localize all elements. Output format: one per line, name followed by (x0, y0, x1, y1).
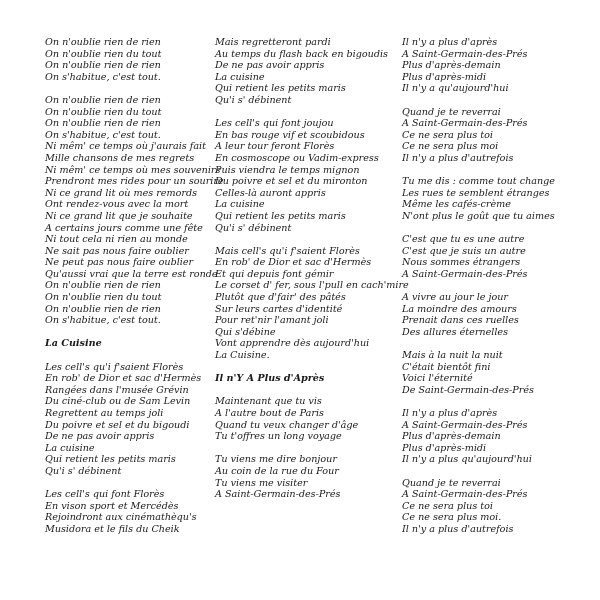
lyric-line: Il n'y a plus d'autrefois (402, 523, 514, 535)
lyric-line: Ni ce grand lit où mes remords (45, 187, 198, 199)
lyric-line: En cosmoscope ou Vadim-express (215, 152, 379, 164)
song-title: La Cuisine (45, 338, 102, 350)
stanza (402, 234, 555, 280)
lyric-line: On n'oublie rien de rien (45, 60, 161, 72)
lyric-line: La cuisine (215, 199, 265, 211)
lyric-line: La moindre des amours (402, 303, 517, 315)
lyric-line: En vison sport et Mercédès (45, 500, 179, 512)
lyric-line: N'ont plus le goût que tu aimes (402, 210, 555, 222)
lyric-line: Au coin de la rue du Four (215, 465, 339, 477)
lyric-line: A Saint-Germain-des-Prés (215, 489, 341, 501)
lyric-line: La Cuisine. (215, 350, 270, 362)
lyric-line: Ni tout cela ni rien au monde (45, 234, 188, 246)
lyric-line: Rejoindront aux cinémathèqu's (45, 512, 197, 524)
lyric-line: Regrettent au temps joli (45, 408, 164, 419)
lyric-line: Il n'y a plus d'après (402, 408, 498, 419)
stanza (45, 37, 224, 83)
lyrics-column-2 (215, 37, 409, 512)
lyric-line: Il n'y a plus d'après (402, 37, 498, 48)
lyric-line: On n'oublie rien du tout (45, 292, 162, 304)
lyric-line: Du ciné-club ou de Sam Levin (45, 396, 191, 408)
lyric-line: C'est que je suis un autre (402, 245, 526, 257)
lyric-line: Nous sommes étrangers (402, 257, 521, 269)
lyric-line: Qu'i s' débinent (45, 465, 122, 477)
lyric-line: A l'autre bout de Paris (215, 408, 324, 419)
stanza (45, 362, 224, 478)
lyric-line: A certains jours comme une fête (45, 222, 203, 234)
lyric-line: On s'habitue, c'est tout. (45, 129, 161, 141)
lyric-line: Tu viens me dire bonjour (215, 454, 337, 466)
lyric-line: Ce ne sera plus toi (402, 129, 493, 141)
lyric-line: Qui retient les petits maris (45, 454, 176, 466)
lyric-line: De ne pas avoir appris (215, 60, 325, 72)
lyric-line: Du poivre et sel et du mironton (215, 176, 368, 188)
lyric-line: On n'oublie rien de rien (45, 280, 161, 292)
lyric-line: C'est que tu es une autre (402, 234, 525, 246)
lyric-line: Au temps du flash back en bigoudis (215, 48, 388, 60)
lyric-line: Plus d'après-midi (402, 71, 487, 83)
stanza (402, 292, 555, 338)
lyric-line: Celles-là auront appris (215, 187, 326, 199)
lyric-line: Ne peut pas nous faire oublier (45, 257, 194, 269)
lyric-line: Les cell's qui font Florès (45, 489, 165, 501)
lyric-line: En bas rouge vif et scoubidous (215, 129, 365, 141)
stanza (402, 478, 555, 536)
lyric-line: Ce ne sera plus moi (402, 141, 499, 153)
lyric-line: C'était bientôt fini (402, 361, 491, 373)
lyric-line: Prenait dans ces ruelles (402, 315, 519, 327)
stanza (45, 95, 224, 327)
lyrics-column-3 (402, 37, 555, 547)
lyric-line: Même les cafés-crème (402, 199, 511, 211)
lyric-line: A Saint-Germain-des-Prés (402, 48, 528, 60)
stanza (402, 176, 555, 222)
lyric-line: A vivre au jour le jour (402, 292, 509, 304)
lyric-line: A Saint-Germain-des-Prés (402, 268, 528, 280)
lyric-line: Le corset d' fer, sous l'pull en cach'mire (215, 280, 409, 292)
lyric-line: Ni mêm' ce temps où mes souvenirs (45, 164, 221, 176)
stanza (402, 408, 555, 466)
lyric-line: Puis viendra le temps mignon (215, 164, 360, 176)
lyric-line: Rangées dans l'musée Grévin (45, 384, 189, 396)
stanza (45, 489, 224, 535)
stanza (215, 246, 409, 362)
stanza (215, 454, 409, 500)
lyric-line: Vont apprendre dès aujourd'hui (215, 338, 370, 350)
lyric-line: Des allures éternelles (402, 326, 509, 338)
lyric-line: On n'oublie rien du tout (45, 48, 162, 60)
song-title: Il n'Y A Plus d'Après (215, 373, 325, 385)
lyric-line: Maintenant que tu vis (215, 396, 322, 408)
lyric-line: Qui retient les petits maris (215, 210, 346, 222)
stanza (215, 118, 409, 234)
lyric-line: On n'oublie rien du tout (45, 106, 162, 118)
lyric-line: En rob' de Dior et sac d'Hermès (215, 257, 372, 269)
lyric-line: Quand tu veux changer d'âge (215, 419, 359, 431)
lyric-line: En rob' de Dior et sac d'Hermès (45, 373, 202, 385)
lyric-line: De ne pas avoir appris (45, 431, 155, 443)
lyric-line: Tu me dis : comme tout change (402, 176, 555, 188)
lyric-line: Tu t'offres un long voyage (215, 431, 342, 443)
lyric-line: Musidora et le fils du Cheik (45, 523, 180, 535)
lyric-line: Quand je te reverrai (402, 106, 501, 118)
lyric-line: Les rues te semblent étranges (402, 187, 550, 199)
lyric-line: Qui retient les petits maris (215, 83, 346, 95)
lyric-line: On n'oublie rien de rien (45, 118, 161, 130)
lyric-line: Ont rendez-vous avec la mort (45, 199, 189, 211)
lyric-line: On s'habitue, c'est tout. (45, 71, 161, 83)
lyric-line: La cuisine (45, 442, 95, 454)
stanza (402, 350, 555, 396)
lyric-line: Il n'y a qu'aujourd'hui (402, 83, 509, 95)
lyric-line: Ni ce grand lit que je souhaite (45, 210, 193, 222)
lyric-line: On n'oublie rien de rien (45, 94, 161, 106)
lyric-line: Ce ne sera plus toi (402, 500, 493, 512)
lyric-line: Plus d'après-midi (402, 442, 487, 454)
lyric-line: Qui s'débine (215, 326, 276, 338)
lyric-line: On s'habitue, c'est tout. (45, 315, 161, 327)
lyric-line: Mille chansons de mes regrets (45, 152, 195, 164)
lyric-line: Tu viens me visiter (215, 477, 308, 489)
lyric-line: Il n'y a plus qu'aujourd'hui (402, 454, 532, 466)
lyric-line: Les cell's qui font joujou (215, 118, 334, 130)
lyric-line: Il n'y a plus d'autrefois (402, 152, 514, 164)
lyric-line: Sur leurs cartes d'identité (215, 303, 343, 315)
lyric-line: Qu'aussi vrai que la terre est ronde (45, 268, 218, 280)
lyrics-column-1 (45, 37, 224, 547)
lyric-line: Qu'i s' débinent (215, 94, 292, 106)
lyric-line: Voici l'éternité (402, 373, 473, 385)
lyric-line: Les cell's qu'i f'saient Florès (45, 361, 184, 373)
lyric-line: A Saint-Germain-des-Prés (402, 489, 528, 501)
lyric-line: Plus d'après-demain (402, 60, 501, 72)
stanza (402, 107, 555, 165)
lyric-line: Plutôt que d'fair' des pâtés (215, 292, 346, 304)
lyric-line: Et qui depuis font gémir (215, 268, 334, 280)
lyric-line: A leur tour feront Florès (215, 141, 335, 153)
lyric-line: Qu'i s' débinent (215, 222, 292, 234)
lyric-line: Mais regretteront pardi (215, 37, 331, 48)
lyric-line: Ni mêm' ce temps où j'aurais fait (45, 141, 206, 153)
lyric-line: A Saint-Germain-des-Prés (402, 118, 528, 130)
lyric-line: Mais à la nuit la nuit (402, 350, 503, 362)
stanza (215, 396, 409, 442)
lyric-line: La cuisine (215, 71, 265, 83)
lyric-line: Prendront mes rides pour un sourire (45, 176, 224, 188)
lyric-line: Mais cell's qu'i f'saient Florès (215, 245, 360, 257)
lyric-line: On n'oublie rien de rien (45, 303, 161, 315)
lyric-line: A Saint-Germain-des-Prés (402, 419, 528, 431)
lyric-line: Quand je te reverrai (402, 477, 501, 489)
lyric-line: Pour ret'nir l'amant joli (215, 315, 329, 327)
stanza (402, 37, 555, 95)
lyric-line: De Saint-Germain-des-Prés (402, 384, 534, 396)
lyric-line: Plus d'après-demain (402, 431, 501, 443)
lyric-line: Ce ne sera plus moi. (402, 512, 502, 524)
lyric-line: Du poivre et sel et du bigoudi (45, 419, 190, 431)
lyric-line: On n'oublie rien de rien (45, 37, 161, 48)
lyric-line: Ne sait pas nous faire oublier (45, 245, 189, 257)
stanza (215, 37, 409, 107)
